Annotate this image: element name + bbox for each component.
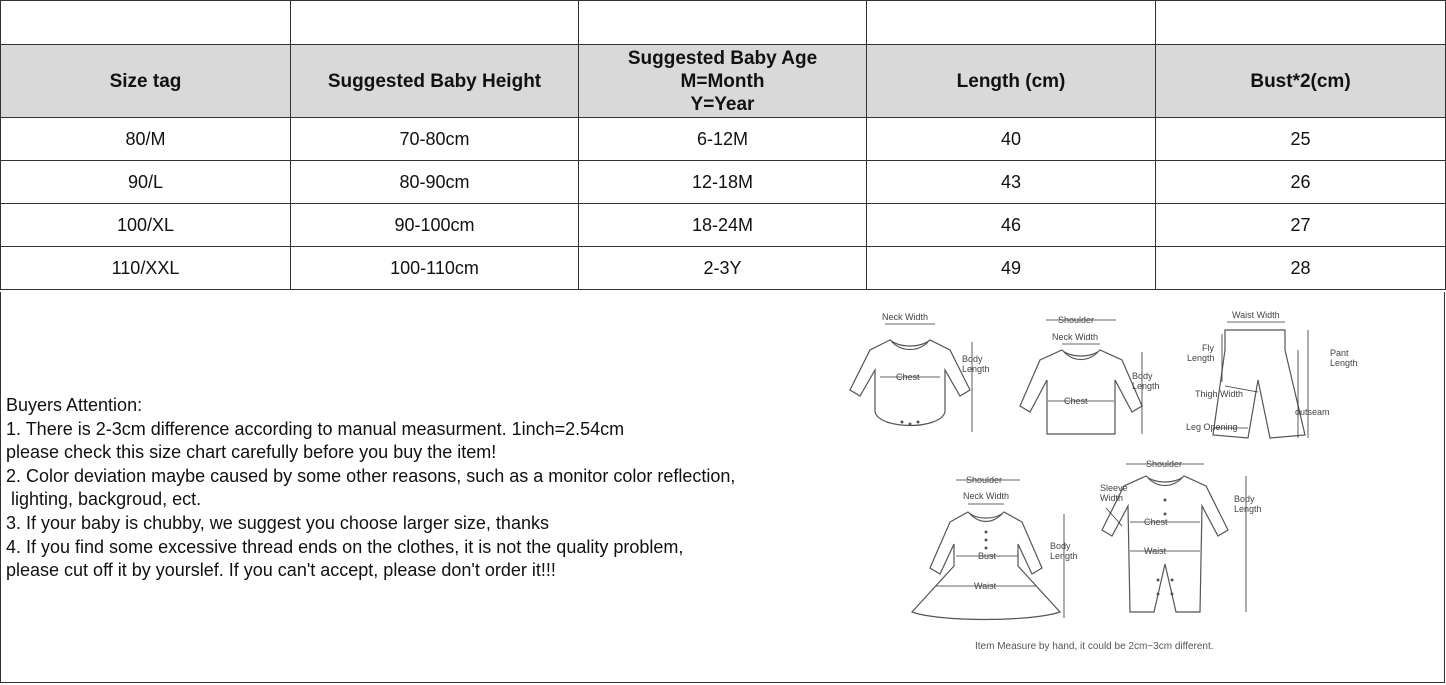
- blank-cell: [1, 1, 291, 45]
- dress-body-length-label: Length: [1050, 551, 1078, 561]
- header-baby-height: Suggested Baby Height: [291, 45, 579, 118]
- cell-size-tag: 100/XL: [1, 204, 291, 247]
- romper-illustration: [1100, 459, 1262, 612]
- measurement-diagram: [830, 300, 1358, 660]
- buyers-attention-notes: [6, 394, 735, 583]
- header-bust: Bust*2(cm): [1156, 45, 1446, 118]
- romper-chest-label: Chest: [1144, 517, 1168, 527]
- cell-age: 18-24M: [579, 204, 867, 247]
- top-neck-width-label: Neck Width: [1052, 332, 1099, 342]
- romper-waist-label: Waist: [1144, 546, 1167, 556]
- cell-bust: 27: [1156, 204, 1446, 247]
- header-baby-age-line: Suggested Baby Age: [627, 47, 818, 69]
- cell-length: 40: [867, 118, 1156, 161]
- top-shoulder-label: Shoulder: [1058, 315, 1095, 325]
- cell-size-tag: 90/L: [1, 161, 291, 204]
- top-chest-label: Chest: [1064, 396, 1088, 406]
- cell-bust: 28: [1156, 247, 1446, 290]
- bodysuit-body-length-label: Body: [962, 354, 983, 364]
- pants-outseam-label: outseam: [1295, 407, 1330, 417]
- cell-age: 12-18M: [579, 161, 867, 204]
- notes-line: 2. Color deviation maybe caused by some other reasons, such as a monitor color reflection,: [6, 465, 736, 486]
- notes-line: 4. If you find some excessive thread ends on the clothes, it is not the quality problem,: [6, 536, 684, 557]
- blank-row: [1, 1, 1446, 45]
- pants-thigh-width-label: Thigh Width: [1195, 389, 1244, 399]
- cell-height: 100-110cm: [291, 247, 579, 290]
- cell-length: 46: [867, 204, 1156, 247]
- pants-illustration: [1186, 310, 1358, 438]
- dress-bust-label: Bust: [978, 551, 997, 561]
- cell-age: 2-3Y: [579, 247, 867, 290]
- notes-title: Buyers Attention:: [6, 395, 143, 415]
- header-baby-age: [579, 45, 867, 118]
- romper-body-length-label: Length: [1234, 504, 1262, 514]
- size-chart-table: [0, 0, 1446, 290]
- bodysuit-chest-label: Chest: [896, 372, 920, 382]
- header-row: [1, 45, 1446, 118]
- romper-sleeve-width-label: Sleeve: [1100, 483, 1128, 493]
- cell-height: 80-90cm: [291, 161, 579, 204]
- measure-note: Item Measure by hand, it could be 2cm~3cm different.: [975, 641, 1214, 652]
- pants-waist-width-label: Waist Width: [1232, 310, 1280, 320]
- cell-length: 49: [867, 247, 1156, 290]
- table-row: [1, 161, 1446, 204]
- pants-fly-length-label: Length: [1187, 353, 1215, 363]
- dress-neck-width-label: Neck Width: [963, 491, 1010, 501]
- cell-length: 43: [867, 161, 1156, 204]
- notes-line: please check this size chart carefully before you buy the item!: [6, 442, 497, 463]
- romper-body-length-label: Body: [1234, 494, 1255, 504]
- header-baby-age-line: M=Month: [680, 70, 765, 92]
- bodysuit-body-length-label: Length: [962, 364, 990, 374]
- notes-line: lighting, backgroud, ect.: [6, 489, 202, 510]
- cell-bust: 25: [1156, 118, 1446, 161]
- bodysuit-neck-width-label: Neck Width: [882, 312, 929, 322]
- cell-height: 90-100cm: [291, 204, 579, 247]
- dress-shoulder-label: Shoulder: [966, 475, 1003, 485]
- header-length: Length (cm): [867, 45, 1156, 118]
- notes-line: 3. If your baby is chubby, we suggest you choose larger size, thanks: [6, 512, 549, 533]
- pants-pant-length-label: Pant: [1330, 348, 1349, 358]
- table-row: [1, 204, 1446, 247]
- dress-body-length-label: Body: [1050, 541, 1071, 551]
- top-body-length-label: Body: [1132, 371, 1153, 381]
- cell-size-tag: 110/XXL: [1, 247, 291, 290]
- bodysuit-illustration: [850, 312, 990, 432]
- pants-leg-opening-label: Leg Opening: [1186, 422, 1238, 432]
- notes-line: 1. There is 2-3cm difference according to manual measurment. 1inch=2.54cm: [6, 418, 625, 439]
- dress-waist-label: Waist: [974, 581, 997, 591]
- pants-pant-length-label: Length: [1330, 358, 1358, 368]
- cell-height: 70-80cm: [291, 118, 579, 161]
- dress-illustration: [912, 475, 1078, 620]
- table-row: [1, 247, 1446, 290]
- blank-cell: [291, 1, 579, 45]
- romper-shoulder-label: Shoulder: [1146, 459, 1183, 469]
- top-illustration: [1020, 315, 1160, 434]
- blank-cell: [867, 1, 1156, 45]
- header-baby-age-line: Y=Year: [690, 93, 755, 115]
- blank-cell: [579, 1, 867, 45]
- cell-age: 6-12M: [579, 118, 867, 161]
- pants-fly-length-label: Fly: [1202, 343, 1214, 353]
- notes-line: please cut off it by yourslef. If you can't accept, please don't order it!!!: [6, 560, 556, 581]
- top-body-length-label: Length: [1132, 381, 1160, 391]
- blank-cell: [1156, 1, 1446, 45]
- cell-bust: 26: [1156, 161, 1446, 204]
- romper-sleeve-width-label: Width: [1100, 493, 1124, 503]
- cell-size-tag: 80/M: [1, 118, 291, 161]
- header-size-tag: Size tag: [1, 45, 291, 118]
- table-row: [1, 118, 1446, 161]
